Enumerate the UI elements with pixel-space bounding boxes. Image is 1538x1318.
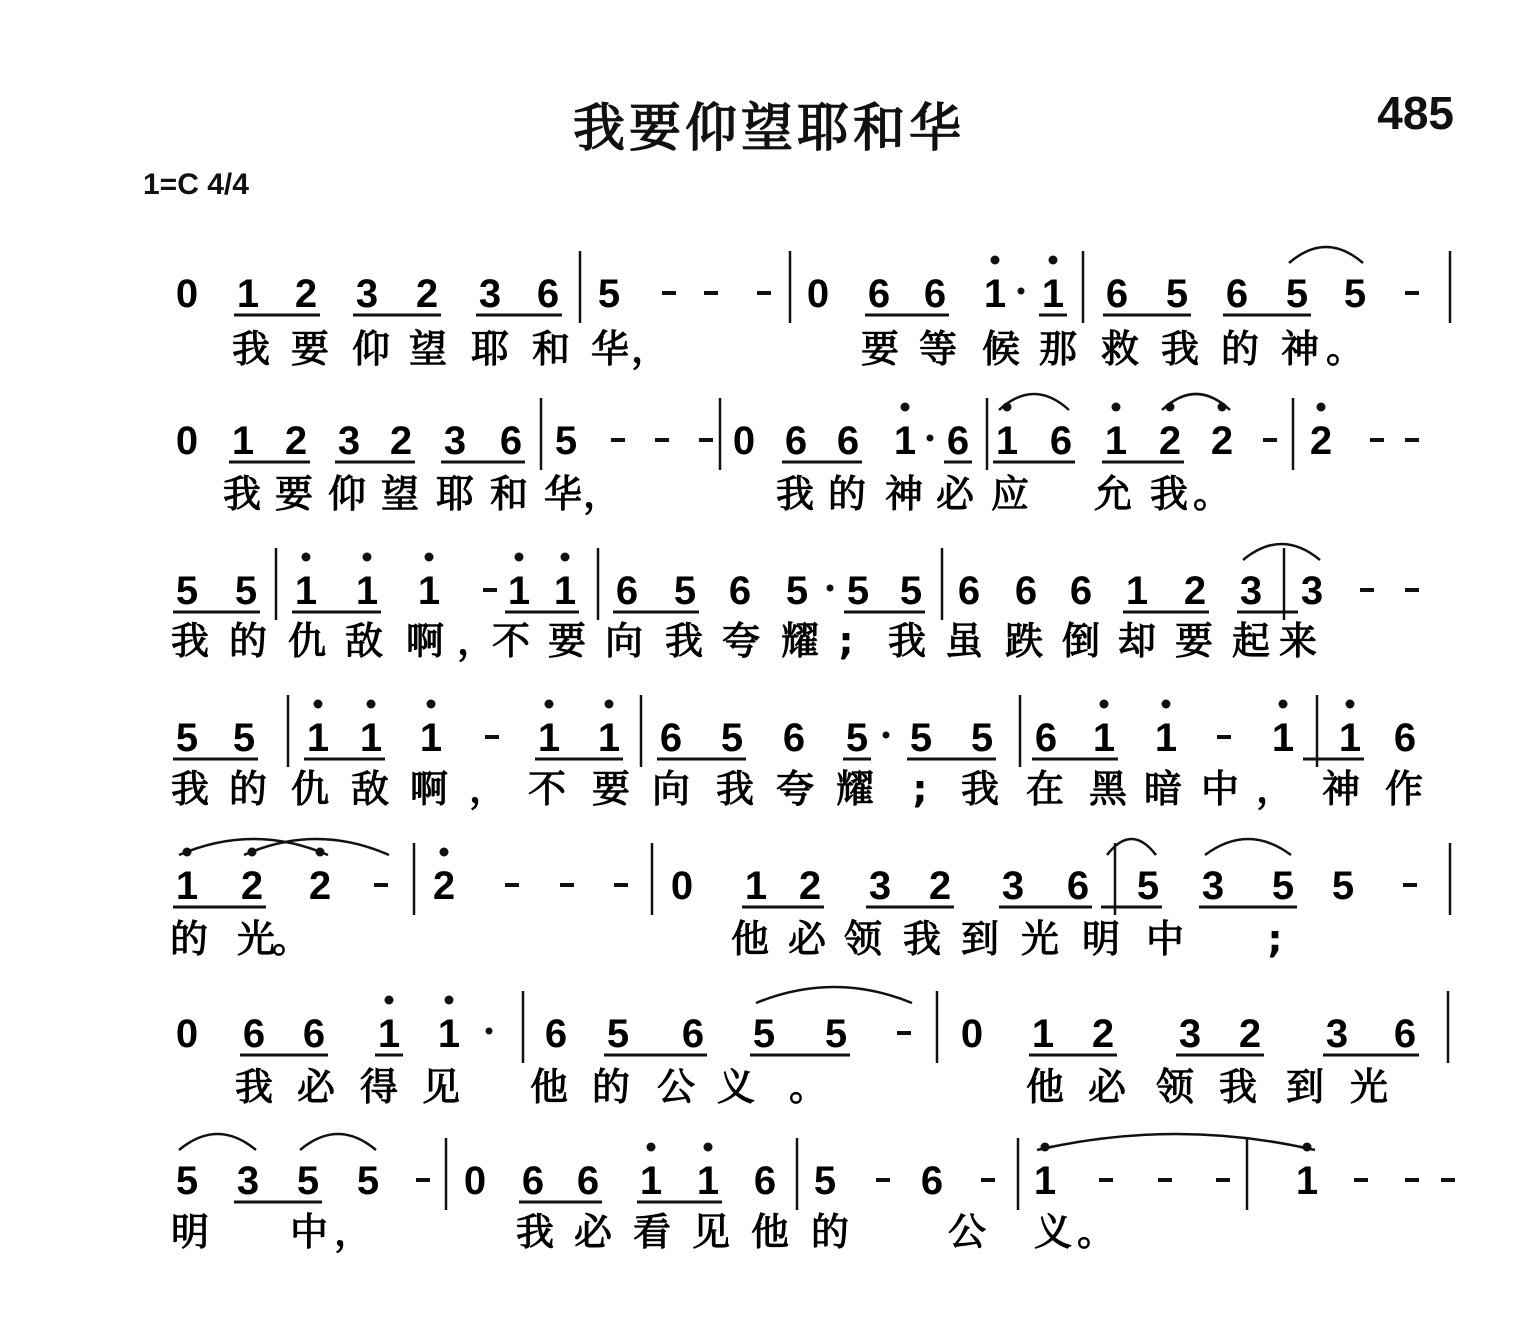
lyric-char: 得 <box>359 1065 399 1109</box>
lyric-char: 和 <box>531 327 571 371</box>
lyric-char: 他 <box>529 1065 569 1109</box>
lyric-char: 我 <box>960 767 1000 811</box>
note-6: 6 <box>536 272 560 316</box>
lyric-char: 却 <box>1117 619 1157 663</box>
lyric-char: 来 <box>1278 619 1318 663</box>
octave-dot-high <box>1162 700 1171 709</box>
note-6: 6 <box>1105 272 1129 316</box>
lyric-char: 暗 <box>1143 767 1183 811</box>
lyric-char: 必 <box>573 1210 613 1254</box>
lyric-char: 敌 <box>350 767 390 811</box>
note-5: 5 <box>1165 272 1189 316</box>
note-3: 3 <box>443 419 467 463</box>
note-0: 0 <box>175 419 199 463</box>
note-0: 0 <box>732 419 756 463</box>
lyric-char: ， <box>456 619 496 663</box>
lyric-char: 义 <box>716 1065 756 1109</box>
lyric-char: 我 <box>775 472 815 516</box>
lyric-char: 不 <box>491 619 531 663</box>
note-2: 2 <box>1210 419 1234 463</box>
dot-rhythm <box>827 585 834 592</box>
note-3: 3 <box>868 864 892 908</box>
lyric-char: 我 <box>664 619 704 663</box>
octave-dot-high <box>1049 256 1058 265</box>
note-5: 5 <box>909 716 933 760</box>
lyric-char: 我 <box>170 767 210 811</box>
lyric-char: 明 <box>170 1210 210 1254</box>
note-5: 5 <box>1285 272 1309 316</box>
lyric-char: 我 <box>234 1065 274 1109</box>
tie-arc <box>1289 247 1363 263</box>
note-0: 0 <box>463 1159 487 1203</box>
note-5: 5 <box>1343 272 1367 316</box>
note-5: 5 <box>673 569 697 613</box>
lyric-char: 光 <box>236 917 276 961</box>
note-5: 5 <box>752 1012 776 1056</box>
note-1: 1 <box>377 1012 401 1056</box>
octave-dot-high <box>561 553 570 562</box>
lyric-char: 我 <box>1149 472 1189 516</box>
note-5: 5 <box>1136 864 1160 908</box>
dot-rhythm <box>486 1028 493 1035</box>
lyric-char: 允 <box>1093 472 1133 516</box>
note-6: 6 <box>1049 419 1073 463</box>
lyric-char: 神 <box>1321 767 1361 811</box>
lyric-char: ， <box>333 1210 373 1254</box>
lyric-char: 中 <box>1200 767 1240 811</box>
note-6: 6 <box>728 569 752 613</box>
note-6: 6 <box>836 419 860 463</box>
lyric-char: 啊 <box>409 767 449 811</box>
note-5: 5 <box>824 1012 848 1056</box>
note-3: 3 <box>478 272 502 316</box>
note-5: 5 <box>175 569 199 613</box>
key-signature: 1=C 4/4 <box>143 168 249 201</box>
note-2: 2 <box>294 272 318 316</box>
octave-dot-high <box>515 553 524 562</box>
tie-arc <box>1037 1134 1315 1150</box>
note-0: 0 <box>175 1012 199 1056</box>
lyric-char: 必 <box>935 472 975 516</box>
lyric-char: 中 <box>1145 917 1185 961</box>
lyric-char: ; <box>912 767 928 811</box>
lyric-char: 我 <box>231 327 271 371</box>
hymn-number: 485 <box>1377 87 1454 139</box>
lyric-char: 光 <box>1020 917 1060 961</box>
lyric-char: 的 <box>228 619 268 663</box>
note-5: 5 <box>606 1012 630 1056</box>
note-5: 5 <box>970 716 994 760</box>
note-2: 2 <box>1091 1012 1115 1056</box>
note-1: 1 <box>744 864 768 908</box>
octave-dot-high <box>363 553 372 562</box>
lyric-char: 义 <box>1033 1210 1073 1254</box>
note-3: 3 <box>1201 864 1225 908</box>
tie-arc <box>756 987 912 1003</box>
note-3: 3 <box>236 1159 260 1203</box>
lyric-char: 神 <box>884 472 924 516</box>
lyric-char: 他 <box>730 917 770 961</box>
lyric-char: 我 <box>887 619 927 663</box>
lyric-char: 起 <box>1231 619 1271 663</box>
note-1: 1 <box>983 272 1007 316</box>
lyric-char: 要 <box>547 619 587 663</box>
tie-arc <box>300 1134 376 1150</box>
note-6: 6 <box>576 1159 600 1203</box>
octave-dot-high <box>901 403 910 412</box>
note-1: 1 <box>537 716 561 760</box>
note-1: 1 <box>1031 1012 1055 1056</box>
lyric-char: 领 <box>843 917 883 961</box>
note-2: 2 <box>432 864 456 908</box>
lyric-char: 要 <box>591 767 631 811</box>
lyric-char: 。 <box>1076 1210 1116 1254</box>
lyric-char: 向 <box>651 767 691 811</box>
lyric-char: 黑 <box>1088 767 1128 811</box>
note-5: 5 <box>845 716 869 760</box>
lyric-char: 和 <box>489 472 529 516</box>
lyric-char: 跌 <box>1004 619 1044 663</box>
note-3: 3 <box>337 419 361 463</box>
note-6: 6 <box>1225 272 1249 316</box>
lyric-char: 仰 <box>351 327 391 371</box>
note-1: 1 <box>1092 716 1116 760</box>
lyric-char: 必 <box>1087 1065 1127 1109</box>
lyric-char: 的 <box>228 767 268 811</box>
note-6: 6 <box>659 716 683 760</box>
dot-rhythm <box>927 435 934 442</box>
lyric-char: 明 <box>1081 917 1121 961</box>
note-5: 5 <box>356 1159 380 1203</box>
lyric-char: ， <box>582 472 622 516</box>
octave-dot-high <box>545 700 554 709</box>
note-0: 0 <box>670 864 694 908</box>
note-6: 6 <box>499 419 523 463</box>
lyric-char: ， <box>1255 767 1295 811</box>
lyric-char: 耀 <box>780 619 820 663</box>
lyric-char: 光 <box>1349 1065 1389 1109</box>
lyric-char: 耀 <box>835 767 875 811</box>
dot-rhythm <box>1018 288 1025 295</box>
note-3: 3 <box>355 272 379 316</box>
lyric-char: 我 <box>515 1210 555 1254</box>
lyric-char: 华 <box>590 327 630 371</box>
note-1: 1 <box>995 419 1019 463</box>
octave-dot-high <box>991 256 1000 265</box>
lyric-char: ; <box>1267 917 1283 961</box>
lyric-char: 我 <box>715 767 755 811</box>
lyric-char: 仇 <box>287 619 327 663</box>
lyric-char: 耶 <box>435 472 475 516</box>
note-1: 1 <box>507 569 531 613</box>
note-1: 1 <box>597 716 621 760</box>
octave-dot-high <box>704 1143 713 1152</box>
note-1: 1 <box>696 1159 720 1203</box>
note-2: 2 <box>1309 419 1333 463</box>
note-6: 6 <box>615 569 639 613</box>
lyric-char: 的 <box>169 917 209 961</box>
note-6: 6 <box>923 272 947 316</box>
lyric-char: 。 <box>1192 472 1232 516</box>
note-1: 1 <box>1154 716 1178 760</box>
octave-dot-high <box>385 996 394 1005</box>
note-1: 1 <box>437 1012 461 1056</box>
note-1: 1 <box>1041 272 1065 316</box>
note-5: 5 <box>232 716 256 760</box>
note-2: 2 <box>928 864 952 908</box>
note-6: 6 <box>1393 1012 1417 1056</box>
note-1: 1 <box>1338 716 1362 760</box>
lyric-char: 虽 <box>944 619 984 663</box>
lyric-char: 救 <box>1100 327 1140 371</box>
lyric-char: 见 <box>691 1210 731 1254</box>
lyric-char: 耶 <box>470 327 510 371</box>
note-5: 5 <box>175 1159 199 1203</box>
note-5: 5 <box>296 1159 320 1203</box>
note-2: 2 <box>1158 419 1182 463</box>
lyric-char: 见 <box>421 1065 461 1109</box>
lyric-char: ， <box>468 767 508 811</box>
lyric-char: 望 <box>408 327 448 371</box>
note-1: 1 <box>893 419 917 463</box>
note-1: 1 <box>419 716 443 760</box>
octave-dot-high <box>445 996 454 1005</box>
note-2: 2 <box>389 419 413 463</box>
note-6: 6 <box>920 1159 944 1203</box>
note-0: 0 <box>960 1012 984 1056</box>
hymn-title: 我要仰望耶和华 <box>572 99 965 159</box>
lyric-char: ; <box>838 619 854 663</box>
lyric-char: 不 <box>527 767 567 811</box>
lyric-char: 华 <box>543 472 583 516</box>
note-5: 5 <box>554 419 578 463</box>
lyric-char: 仰 <box>327 472 367 516</box>
note-6: 6 <box>946 419 970 463</box>
lyric-char: 的 <box>1220 327 1260 371</box>
note-6: 6 <box>784 419 808 463</box>
octave-dot-high <box>425 553 434 562</box>
lyric-char: 我 <box>902 917 942 961</box>
note-6: 6 <box>1014 569 1038 613</box>
lyric-char: 望 <box>380 472 420 516</box>
note-5: 5 <box>234 569 258 613</box>
note-5: 5 <box>720 716 744 760</box>
note-5: 5 <box>785 569 809 613</box>
tie-arc <box>1205 839 1291 855</box>
octave-dot-high <box>1112 403 1121 412</box>
lyric-char: 看 <box>632 1210 672 1254</box>
note-1: 1 <box>355 569 379 613</box>
note-1: 1 <box>1033 1159 1057 1203</box>
lyric-char: 夸 <box>721 619 761 663</box>
note-6: 6 <box>302 1012 326 1056</box>
note-1: 1 <box>294 569 318 613</box>
note-6: 6 <box>544 1012 568 1056</box>
lyric-char: 我 <box>222 472 262 516</box>
note-1: 1 <box>1125 569 1149 613</box>
lyric-char: 候 <box>981 327 1021 371</box>
lyric-char: 等 <box>918 327 958 371</box>
dot-rhythm <box>883 732 890 739</box>
lyric-char: 啊 <box>405 619 445 663</box>
note-1: 1 <box>306 716 330 760</box>
lyric-char: 必 <box>787 917 827 961</box>
note-1: 1 <box>175 864 199 908</box>
octave-dot-high <box>314 700 323 709</box>
lyric-char: 仇 <box>290 767 330 811</box>
note-6: 6 <box>867 272 891 316</box>
tie-arc <box>1243 544 1320 560</box>
note-3: 3 <box>1001 864 1025 908</box>
note-2: 2 <box>1238 1012 1262 1056</box>
lyric-char: 。 <box>788 1065 828 1109</box>
note-2: 2 <box>415 272 439 316</box>
octave-dot-high <box>647 1143 656 1152</box>
lyric-char: 神 <box>1280 327 1320 371</box>
note-1: 1 <box>236 272 260 316</box>
octave-dot-high <box>440 848 449 857</box>
lyric-char: 我 <box>1160 327 1200 371</box>
note-1: 1 <box>231 419 255 463</box>
note-6: 6 <box>1393 716 1417 760</box>
note-6: 6 <box>242 1012 266 1056</box>
lyric-char: 我 <box>170 619 210 663</box>
note-6: 6 <box>1034 716 1058 760</box>
note-1: 1 <box>639 1159 663 1203</box>
octave-dot-high <box>1279 700 1288 709</box>
lyric-char: 到 <box>960 917 1000 961</box>
lyric-char: 要 <box>290 327 330 371</box>
note-5: 5 <box>597 272 621 316</box>
note-1: 1 <box>1295 1159 1319 1203</box>
lyric-char: 他 <box>750 1210 790 1254</box>
note-1: 1 <box>417 569 441 613</box>
note-6: 6 <box>521 1159 545 1203</box>
note-1: 1 <box>1271 716 1295 760</box>
note-5: 5 <box>813 1159 837 1203</box>
lyric-char: 。 <box>271 917 311 961</box>
lyric-char: 我 <box>1218 1065 1258 1109</box>
octave-dot-high <box>302 553 311 562</box>
lyric-char: 向 <box>604 619 644 663</box>
note-6: 6 <box>782 716 806 760</box>
octave-dot-high <box>605 700 614 709</box>
note-6: 6 <box>681 1012 705 1056</box>
note-5: 5 <box>1271 864 1295 908</box>
octave-dot-high <box>427 700 436 709</box>
note-2: 2 <box>308 864 332 908</box>
note-2: 2 <box>1183 569 1207 613</box>
octave-dot-high <box>1346 700 1355 709</box>
lyric-char: 的 <box>810 1210 850 1254</box>
note-3: 3 <box>1300 569 1324 613</box>
octave-dot-high <box>1317 403 1326 412</box>
note-0: 0 <box>175 272 199 316</box>
note-2: 2 <box>284 419 308 463</box>
note-5: 5 <box>846 569 870 613</box>
lyric-char: 的 <box>591 1065 631 1109</box>
lyric-char: 到 <box>1285 1065 1325 1109</box>
lyric-char: 要 <box>1174 619 1214 663</box>
lyric-char: 那 <box>1038 327 1078 371</box>
note-2: 2 <box>798 864 822 908</box>
note-1: 1 <box>1104 419 1128 463</box>
note-3: 3 <box>1178 1012 1202 1056</box>
octave-dot-high <box>367 700 376 709</box>
lyric-char: 公 <box>656 1065 696 1109</box>
note-1: 1 <box>553 569 577 613</box>
lyric-char: 领 <box>1155 1065 1195 1109</box>
lyric-char: 夸 <box>775 767 815 811</box>
lyric-char: 必 <box>296 1065 336 1109</box>
tie-arc <box>179 1134 256 1150</box>
note-6: 6 <box>957 569 981 613</box>
lyric-char: 中 <box>289 1210 329 1254</box>
note-6: 6 <box>1066 864 1090 908</box>
lyric-char: 的 <box>827 472 867 516</box>
lyric-char: 要 <box>274 472 314 516</box>
note-3: 3 <box>1239 569 1263 613</box>
note-6: 6 <box>753 1159 777 1203</box>
lyric-char: 他 <box>1025 1065 1065 1109</box>
note-2: 2 <box>240 864 264 908</box>
note-3: 3 <box>1325 1012 1349 1056</box>
lyric-char: 倒 <box>1061 619 1101 663</box>
note-1: 1 <box>359 716 383 760</box>
lyric-char: 作 <box>1384 767 1424 811</box>
lyric-char: 应 <box>990 472 1030 516</box>
note-5: 5 <box>1331 864 1355 908</box>
lyric-char: 敌 <box>344 619 384 663</box>
lyric-char: ， <box>630 327 670 371</box>
lyric-char: 。 <box>1325 327 1365 371</box>
lyric-char: 在 <box>1025 767 1065 811</box>
note-0: 0 <box>806 272 830 316</box>
lyric-char: 要 <box>860 327 900 371</box>
note-5: 5 <box>175 716 199 760</box>
octave-dot-high <box>1100 700 1109 709</box>
note-6: 6 <box>1069 569 1093 613</box>
note-5: 5 <box>899 569 923 613</box>
lyric-char: 公 <box>947 1210 987 1254</box>
